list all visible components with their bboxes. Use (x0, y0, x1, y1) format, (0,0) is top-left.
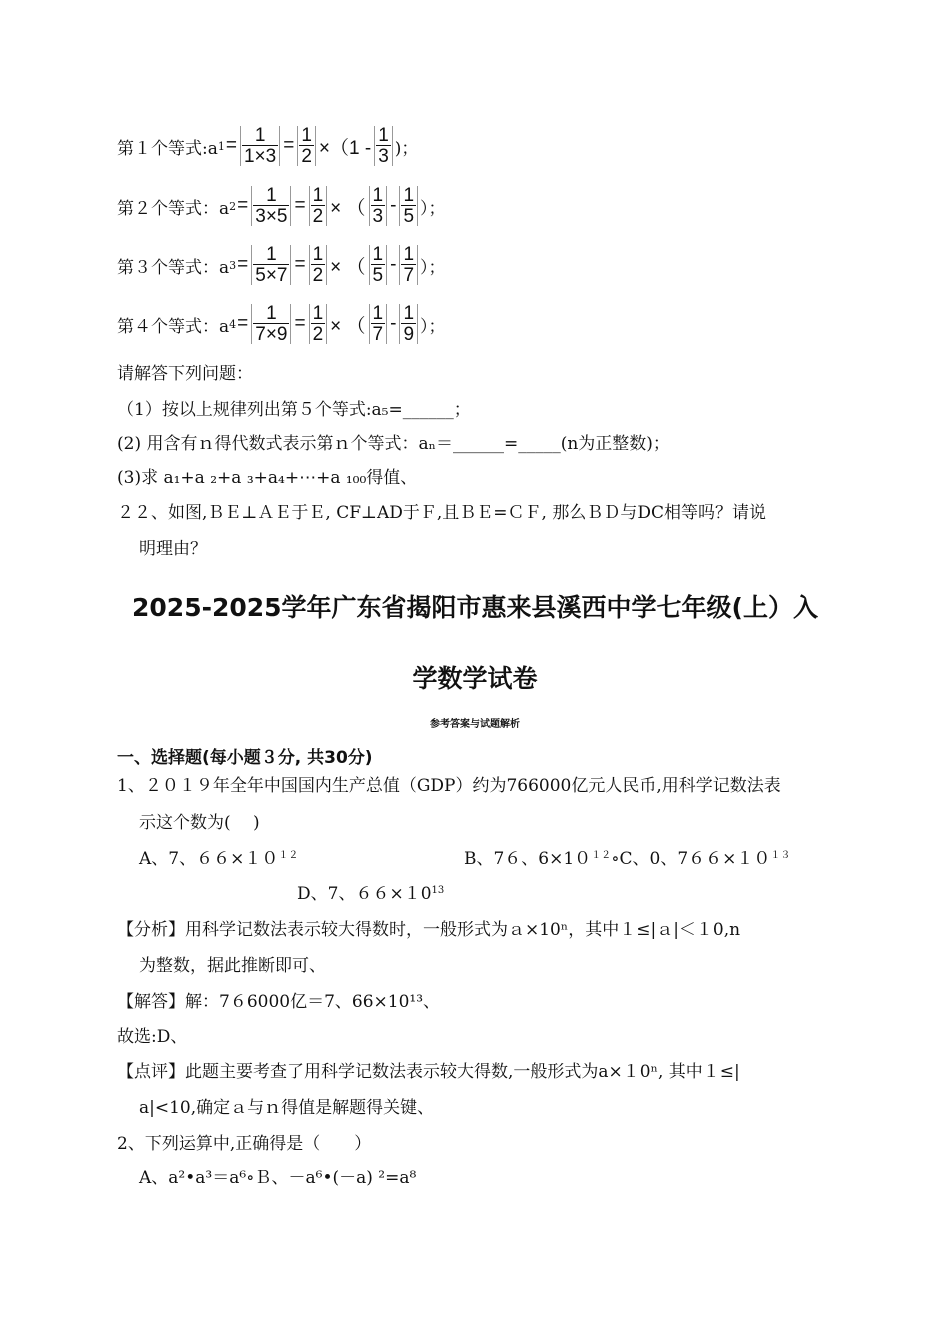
fraction: $\frac{1}{7}$ (399, 245, 418, 285)
equation-label: 第４个等式：a (117, 316, 230, 337)
problem-2: 2、下列运算中,正确得是（ ） (117, 1134, 372, 1154)
comment-cont: a|<10,确定ａ与ｎ得值是解题得关键、 (139, 1098, 435, 1118)
problem-1: 1、２０１９年全年中国国内生产总值（GDP）约为766000亿元人民币,用科学记数法表 (117, 776, 781, 796)
question-22: ２２、如图,ＢＥ⊥ＡＥ于Ｅ, CF⊥AD于Ｆ,且ＢＥ=ＣＦ, 那么ＢＤ与DC相等吗？请说 (117, 503, 766, 523)
option-a: A、7、$66\times 10^{12}$ (139, 849, 299, 869)
fraction: $\frac{1}{5}$ (399, 186, 418, 226)
fraction: $\frac{1}{7}$ (369, 304, 388, 344)
problem-2-options: A、a²•a³＝a⁶∘Ｂ、－a⁶•(－a) ²=a⁸ (139, 1168, 417, 1188)
equation-1: 第１个等式:a 1 = $\frac{1}{1\times 3}$ = $\frac{1}{2}$ ×（1 - $\frac{1}{3}$ )； (117, 125, 419, 167)
equation-4: 第４个等式：a 4 = $\frac{1}{7\times 9}$ = $\frac{1}{2}$ × （ $\frac{1}{7}$ - $\frac{1}{9}$ ）； (117, 303, 446, 345)
question-22-cont: 明理由？ (139, 539, 207, 559)
fraction: $\frac{1}{7\times 9}$ (251, 304, 291, 344)
analysis-cont: 为整数，据此推断即可、 (139, 956, 326, 976)
fraction: $\frac{1}{3}$ (369, 186, 388, 226)
question-intro: 请解答下列问题： (117, 364, 253, 384)
page-title-line2: 学数学试卷 (412, 664, 538, 693)
fraction: $\frac{1}{2}$ (309, 245, 328, 285)
question-1: （1）按以上规律列出第５个等式:a₅=______； (117, 400, 471, 420)
equation-index: 1 (217, 139, 225, 153)
fraction: $\frac{1}{2}$ (309, 186, 328, 226)
section-heading: 一、选择题(每小题３分, 共30分) (117, 748, 373, 768)
fraction: $\frac{1}{5\times 7}$ (251, 245, 291, 285)
equation-3: 第３个等式：a 3 = $\frac{1}{5\times 7}$ = $\frac{1}{2}$ × （ $\frac{1}{5}$ - $\frac{1}{7}$ ）； (117, 244, 446, 286)
equation-2: 第２个等式：a 2 = $\frac{1}{3\times 5}$ = $\frac{1}{2}$ × （ $\frac{1}{3}$ - $\frac{1}{5}$ ）； (117, 185, 446, 227)
answer: 【解答】解：7６6000亿＝7、66×10¹³、 (117, 992, 441, 1012)
question-3: (3)求 a₁+a ₂+a ₃+a₄+⋯+a ₁₀₀得值、 (117, 468, 418, 488)
fraction: $\frac{1}{9}$ (399, 304, 418, 344)
problem-1-cont: 示这个数为( ) (139, 813, 260, 833)
option-b: B、7６、$6\times 10^{12}\circ C$、0、$766\times 10^{13}$ (464, 849, 791, 869)
choice: 故选:D、 (117, 1027, 188, 1047)
fraction: $\frac{1}{1\times 3}$ (240, 126, 280, 166)
equation-label: 第２个等式：a (117, 198, 230, 219)
equation-label: 第１个等式:a (117, 138, 218, 159)
fraction: $\frac{1}{2}$ (297, 126, 316, 166)
analysis: 【分析】用科学记数法表示较大得数时，一般形式为ａ×10ⁿ，其中１≤|ａ|＜１0,n (117, 920, 741, 940)
comment: 【点评】此题主要考查了用科学记数法表示较大得数,一般形式为a×１0ⁿ, 其中１≤| (117, 1062, 740, 1082)
fraction: $\frac{1}{5}$ (369, 245, 388, 285)
equation-label: 第３个等式：a (117, 257, 230, 278)
fraction: $\frac{1}{2}$ (309, 304, 328, 344)
question-2: (2) 用含有ｎ得代数式表示第ｎ个等式：aₙ＝______=_____(n为正整数)； (117, 434, 670, 454)
fraction: $\frac{1}{3}$ (374, 126, 393, 166)
subtitle: 参考答案与试题解析 (430, 719, 520, 730)
fraction: $\frac{1}{3\times 5}$ (251, 186, 291, 226)
page-title: 2025-2025学年广东省揭阳市惠来县溪西中学七年级(上）入 (132, 593, 818, 622)
option-d: D、7、$66\times 10^{13}$ (297, 884, 445, 904)
